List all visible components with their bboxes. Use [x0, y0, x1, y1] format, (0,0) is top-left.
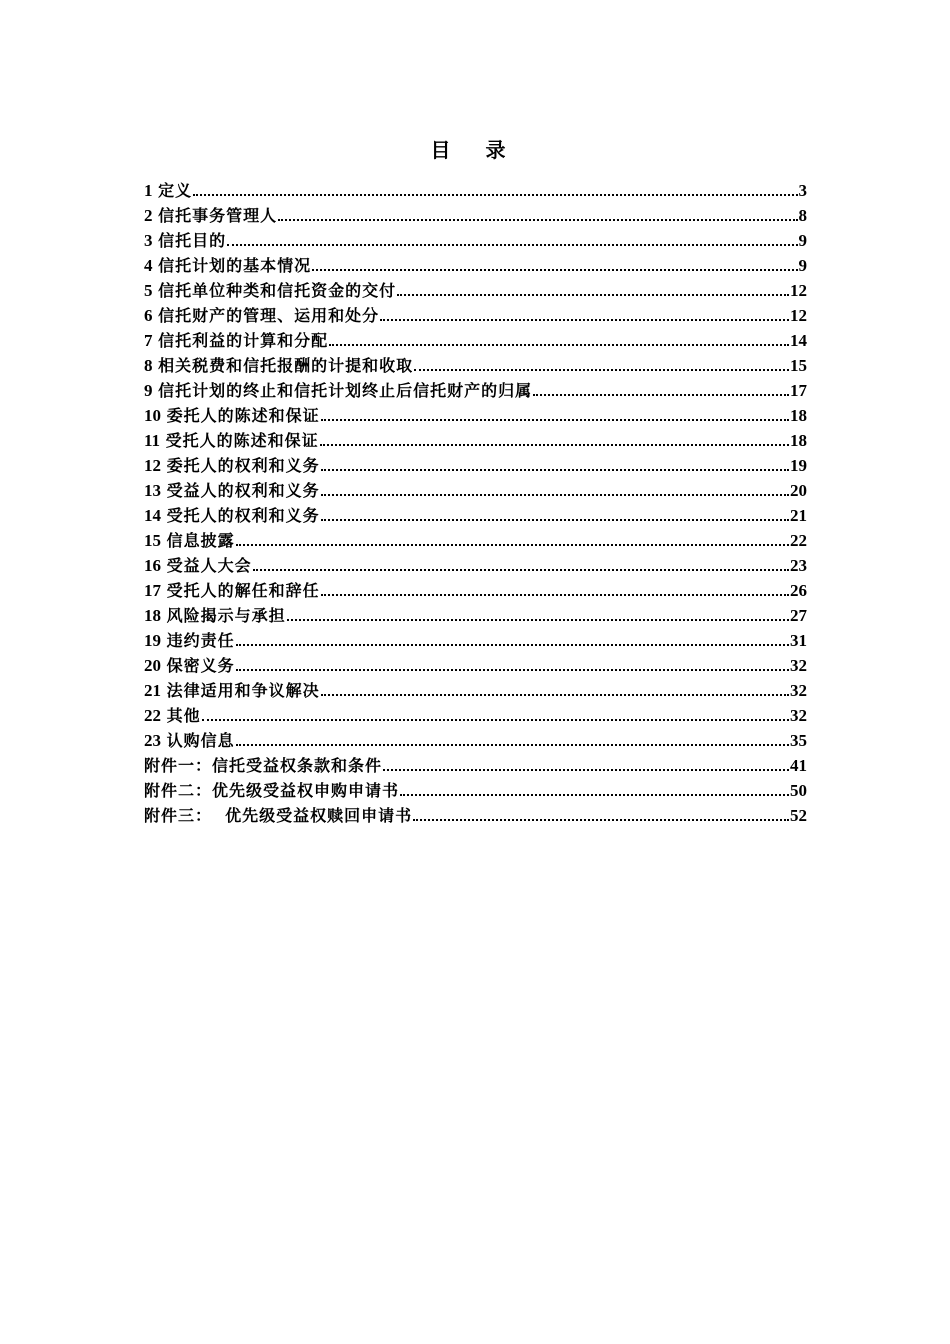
toc-entry-label	[144, 403, 320, 428]
toc-dot-leader	[533, 393, 789, 396]
toc-entry-label	[144, 703, 201, 728]
toc-entry-number: 1	[144, 181, 153, 200]
toc-dot-leader	[397, 293, 789, 296]
toc-entry-number: 17	[144, 581, 161, 600]
toc-entry-page: 50	[790, 781, 807, 800]
toc-dot-leader	[202, 718, 789, 721]
toc-entry-label	[144, 653, 235, 678]
toc-entry-number: 8	[144, 356, 153, 375]
toc-entry-number: 12	[144, 456, 161, 475]
toc-entry[interactable]	[144, 453, 807, 478]
toc-entry-page: 52	[790, 806, 807, 825]
toc-dot-leader	[414, 368, 789, 371]
toc-entry-label	[144, 753, 382, 778]
toc-entry-number: 5	[144, 281, 153, 300]
toc-entry-page: 9	[798, 256, 807, 275]
toc-entry[interactable]	[144, 628, 807, 653]
toc-dot-leader	[321, 518, 789, 521]
toc-entry-number: 20	[144, 656, 161, 675]
toc-entry-page: 18	[790, 431, 807, 450]
toc-entry-text: 委托人的权利和义务	[166, 456, 320, 475]
toc-dot-leader	[236, 743, 789, 746]
toc-entry-page: 21	[790, 506, 807, 525]
toc-entry-label	[144, 553, 252, 578]
toc-entry-text: 受益人的权利和义务	[166, 481, 320, 500]
toc-dot-leader	[321, 468, 789, 471]
toc-entry-text: 其他	[166, 706, 201, 725]
toc-entry-label	[144, 603, 286, 628]
toc-dot-leader	[380, 318, 789, 321]
toc-entry[interactable]	[144, 703, 807, 728]
toc-entry-number: 16	[144, 556, 161, 575]
toc-dot-leader	[329, 343, 789, 346]
toc-list	[144, 178, 807, 828]
toc-entry-page: 19	[790, 456, 807, 475]
toc-entry-text: 受托人的陈述和保证	[165, 431, 319, 450]
toc-entry-text: 定义	[158, 181, 193, 200]
toc-dot-leader	[383, 768, 789, 771]
toc-entry-page: 12	[790, 281, 807, 300]
toc-entry[interactable]	[144, 528, 807, 553]
toc-dot-leader	[236, 543, 789, 546]
toc-entry-text: 信托事务管理人	[158, 206, 278, 225]
toc-dot-leader	[321, 493, 789, 496]
toc-entry-page: 23	[790, 556, 807, 575]
toc-entry-page: 8	[798, 206, 807, 225]
toc-entry-label	[144, 678, 320, 703]
toc-entry-number: 3	[144, 231, 153, 250]
toc-entry[interactable]	[144, 178, 807, 203]
toc-entry[interactable]	[144, 303, 807, 328]
toc-entry[interactable]	[144, 353, 807, 378]
toc-entry[interactable]	[144, 503, 807, 528]
toc-entry-page: 14	[790, 331, 807, 350]
toc-dot-leader	[287, 618, 789, 621]
toc-entry-number: 2	[144, 206, 153, 225]
toc-entry-page: 32	[790, 706, 807, 725]
toc-entry-label	[144, 578, 320, 603]
toc-entry-text: 风险揭示与承担	[166, 606, 286, 625]
toc-entry[interactable]	[144, 378, 807, 403]
toc-entry-text: 附件一：信托受益权条款和条件	[144, 756, 383, 775]
toc-entry-text: 违约责任	[166, 631, 235, 650]
toc-entry-label	[144, 728, 235, 753]
toc-entry-number: 14	[144, 506, 161, 525]
toc-entry[interactable]	[144, 603, 807, 628]
toc-entry-label	[144, 628, 235, 653]
toc-entry-text: 相关税费和信托报酬的计提和收取	[158, 356, 414, 375]
toc-entry[interactable]	[144, 553, 807, 578]
toc-entry[interactable]	[144, 753, 807, 778]
toc-entry-number: 18	[144, 606, 161, 625]
toc-entry-text: 信托计划的终止和信托计划终止后信托财产的归属	[158, 381, 533, 400]
toc-entry-label	[144, 228, 226, 253]
toc-entry-text: 信托单位种类和信托资金的交付	[158, 281, 397, 300]
toc-entry-page: 12	[790, 306, 807, 325]
toc-entry-label	[144, 453, 320, 478]
toc-entry-number: 13	[144, 481, 161, 500]
toc-entry-text: 附件二：优先级受益权申购申请书	[144, 781, 400, 800]
toc-entry-page: 32	[790, 681, 807, 700]
toc-entry[interactable]	[144, 728, 807, 753]
toc-entry-page: 15	[790, 356, 807, 375]
toc-dot-leader	[227, 243, 797, 246]
toc-entry-page: 17	[790, 381, 807, 400]
toc-entry-page: 26	[790, 581, 807, 600]
toc-entry[interactable]	[144, 203, 807, 228]
toc-entry[interactable]	[144, 278, 807, 303]
toc-entry[interactable]	[144, 228, 807, 253]
toc-dot-leader	[321, 693, 789, 696]
toc-entry-text: 受托人的权利和义务	[166, 506, 320, 525]
toc-title: 目 录	[430, 138, 520, 162]
toc-entry-label	[144, 303, 379, 328]
toc-entry-text: 信托计划的基本情况	[158, 256, 312, 275]
toc-entry-text: 附件三： 优先级受益权赎回申请书	[144, 806, 413, 825]
toc-entry-number: 11	[144, 431, 161, 450]
toc-entry-number: 23	[144, 731, 161, 750]
toc-entry-page: 9	[798, 231, 807, 250]
toc-entry-text: 信托目的	[158, 231, 227, 250]
toc-entry[interactable]	[144, 653, 807, 678]
toc-entry[interactable]	[144, 478, 807, 503]
toc-entry-label	[144, 353, 413, 378]
toc-entry-text: 法律适用和争议解决	[166, 681, 320, 700]
toc-entry-text: 受益人大会	[166, 556, 252, 575]
toc-entry-label	[144, 803, 412, 828]
toc-dot-leader	[321, 418, 789, 421]
toc-entry-label	[144, 528, 235, 553]
toc-entry-label	[144, 253, 311, 278]
toc-entry-page: 22	[790, 531, 807, 550]
toc-entry-page: 31	[790, 631, 807, 650]
toc-entry-number: 6	[144, 306, 153, 325]
toc-entry-label	[144, 203, 277, 228]
toc-entry-text: 认购信息	[166, 731, 235, 750]
toc-entry-page: 27	[790, 606, 807, 625]
toc-entry-page: 41	[790, 756, 807, 775]
toc-entry-number: 21	[144, 681, 161, 700]
toc-dot-leader	[400, 793, 789, 796]
toc-entry[interactable]	[144, 253, 807, 278]
toc-entry-text: 信托利益的计算和分配	[158, 331, 329, 350]
toc-entry-number: 9	[144, 381, 153, 400]
toc-dot-leader	[320, 443, 789, 446]
toc-entry-number: 7	[144, 331, 153, 350]
toc-entry-label	[144, 378, 532, 403]
toc-entry-number: 22	[144, 706, 161, 725]
toc-entry-label	[144, 178, 192, 203]
toc-entry-label	[144, 778, 399, 803]
toc-entry-label	[144, 478, 320, 503]
toc-dot-leader	[312, 268, 797, 271]
toc-entry-page: 20	[790, 481, 807, 500]
toc-entry-label	[144, 278, 396, 303]
toc-entry-text: 保密义务	[166, 656, 235, 675]
toc-entry-label	[144, 428, 319, 453]
toc-entry-number: 4	[144, 256, 153, 275]
toc-entry-text: 信托财产的管理、运用和处分	[158, 306, 380, 325]
toc-entry-number: 10	[144, 406, 161, 425]
toc-entry-number: 15	[144, 531, 161, 550]
toc-entry[interactable]	[144, 803, 807, 828]
toc-dot-leader	[193, 193, 797, 196]
toc-entry[interactable]	[144, 403, 807, 428]
toc-dot-leader	[278, 218, 797, 221]
toc-entry-text: 受托人的解任和辞任	[166, 581, 320, 600]
toc-dot-leader	[253, 568, 789, 571]
toc-dot-leader	[413, 818, 789, 821]
toc-entry[interactable]	[144, 428, 807, 453]
toc-entry[interactable]	[144, 328, 807, 353]
toc-entry-text: 信息披露	[166, 531, 235, 550]
toc-entry-number: 19	[144, 631, 161, 650]
toc-entry[interactable]	[144, 578, 807, 603]
toc-entry-page: 18	[790, 406, 807, 425]
toc-entry-page: 32	[790, 656, 807, 675]
toc-entry[interactable]	[144, 678, 807, 703]
toc-entry-label	[144, 328, 328, 353]
toc-dot-leader	[236, 668, 789, 671]
toc-entry[interactable]	[144, 778, 807, 803]
toc-entry-page: 3	[798, 181, 807, 200]
toc-entry-label	[144, 503, 320, 528]
toc-dot-leader	[321, 593, 789, 596]
toc-dot-leader	[236, 643, 789, 646]
toc-entry-page: 35	[790, 731, 807, 750]
toc-entry-text: 委托人的陈述和保证	[166, 406, 320, 425]
